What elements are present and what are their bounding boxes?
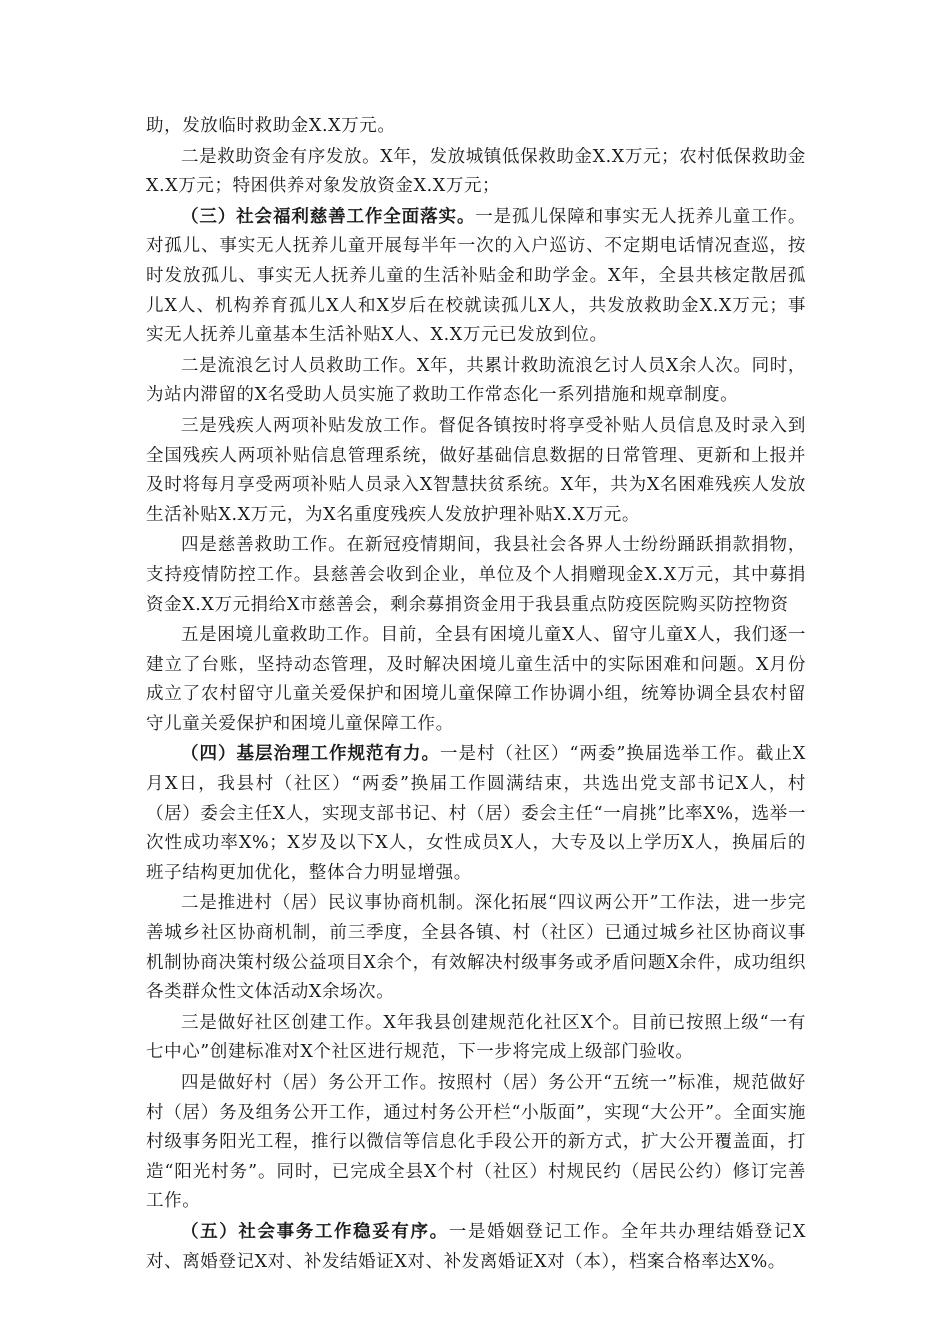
paragraph-12 xyxy=(146,1218,806,1277)
paragraph-text: 五是困境儿童救助工作。目前，全县有困境儿童X人、留守儿童X人，我们逐一建立了台账，坚持动态管理，及时解决困境儿童生活中的实际困难和问题。X月份成立了农村留守儿童关爱保护和困境儿童保障工作协调小组，统筹协调全县农村留守儿童关爱保护和困境儿童保障工作。 xyxy=(146,625,806,734)
paragraph-text: 四是慈善救助工作。在新冠疫情期间，我县社会各界人士纷纷踊跃捐款捐物，支持疫情防控工作。县慈善会收到企业，单位及个人捐赠现金X.X万元，其中募捐资金X.X万元捐给X市慈善会，剩余募捐资金用于我县重点防疫医院购买防控物资 xyxy=(146,535,806,615)
paragraph-4 xyxy=(146,352,806,411)
paragraph-1 xyxy=(146,112,806,142)
paragraph-text: 助，发放临时救助金X.X万元。 xyxy=(146,116,396,136)
paragraph-7 xyxy=(146,621,806,739)
paragraph-text: 三是残疾人两项补贴发放工作。督促各镇按时将享受补贴人员信息及时录入到全国残疾人两项补贴信息管理系统，做好基础信息数据的日常管理、更新和上报并及时将每月享受两项补贴人员录入X智慧扶贫系统。X年，共为X名困难残疾人发放生活补贴X.X万元，为X名重度残疾人发放护理补贴X.X万元。 xyxy=(146,415,806,525)
section-heading-4: （四）基层治理工作规范有力。 xyxy=(181,744,441,765)
paragraph-text: 一是村（社区）“两委”换届选举工作。截止X月X日，我县村（社区）“两委”换届工作圆满结束，共选出党支部书记X人，村（居）委会主任X人，实现支部书记、村（居）委会主任“一肩挑”比率X%，选举一次性成功率X%；X岁及以下X人，女性成员X人，大专及以上学历X人，换届后的班子结构更加优化，整体合力明显增强。 xyxy=(146,744,806,883)
paragraph-11 xyxy=(146,1069,806,1217)
paragraph-text: 一是孤儿保障和事实无人抚养儿童工作。对孤儿、事实无人抚养儿童开展每半年一次的入户巡访、不定期电话情况查巡，按时发放孤儿、事实无人抚养儿童的生活补贴金和助学金。X年，全县共核定散居孤儿X人、机构养育孤儿X人和X岁后在校就读孤儿X人，共发放救助金X.X万元；事实无人抚养儿童基本生活补贴X人、X.X万元已发放到位。 xyxy=(146,206,806,346)
paragraph-9 xyxy=(146,889,806,1007)
document-body xyxy=(146,112,806,1277)
paragraph-2 xyxy=(146,143,806,202)
section-heading-5: （五）社会事务工作稳妥有序。 xyxy=(181,1221,449,1242)
paragraph-text: 二是流浪乞讨人员救助工作。X年，共累计救助流浪乞讨人员X余人次。同时，为站内滞留的X名受助人员实施了救助工作常态化一系列措施和规章制度。 xyxy=(146,355,806,406)
paragraph-6 xyxy=(146,531,806,620)
section-heading-3: （三）社会福利慈善工作全面落实。 xyxy=(181,206,476,227)
paragraph-10 xyxy=(146,1009,806,1068)
paragraph-text: 四是做好村（居）务公开工作。按照村（居）务公开“五统一”标准，规范做好村（居）务及组务公开工作，通过村务公开栏“小版面”，实现“大公开”。全面实施村级事务阳光工程，推行以微信等信息化手段公开的新方式，扩大公开覆盖面，打造“阳光村务”。同时，已完成全县X个村（社区）村规民约（居民公约）修订完善工作。 xyxy=(146,1073,806,1212)
paragraph-text: 一是婚姻登记工作。全年共办理结婚登记X对、离婚登记X对、补发结婚证X对、补发离婚证X对（本），档案合格率达X%。 xyxy=(146,1221,807,1272)
paragraph-3 xyxy=(146,203,806,351)
paragraph-5 xyxy=(146,412,806,530)
paragraph-text: 二是推进村（居）民议事协商机制。深化拓展“四议两公开”工作法，进一步完善城乡社区协商机制，前三季度，全县各镇、村（社区）已通过城乡社区协商议事机制协商决策村级公益项目X余个，有效解决村级事务或矛盾问题X余件，成功组织各类群众性文体活动X余场次。 xyxy=(146,893,806,1003)
paragraph-text: 二是救助资金有序发放。X年，发放城镇低保救助金X.X万元；农村低保救助金X.X万元；特困供养对象发放资金X.X万元； xyxy=(146,146,806,197)
paragraph-text: 三是做好社区创建工作。X年我县创建规范化社区X个。目前已按照上级“一有七中心”创建标准对X个社区进行规范，下一步将完成上级部门验收。 xyxy=(146,1012,806,1063)
paragraph-8 xyxy=(146,740,806,888)
